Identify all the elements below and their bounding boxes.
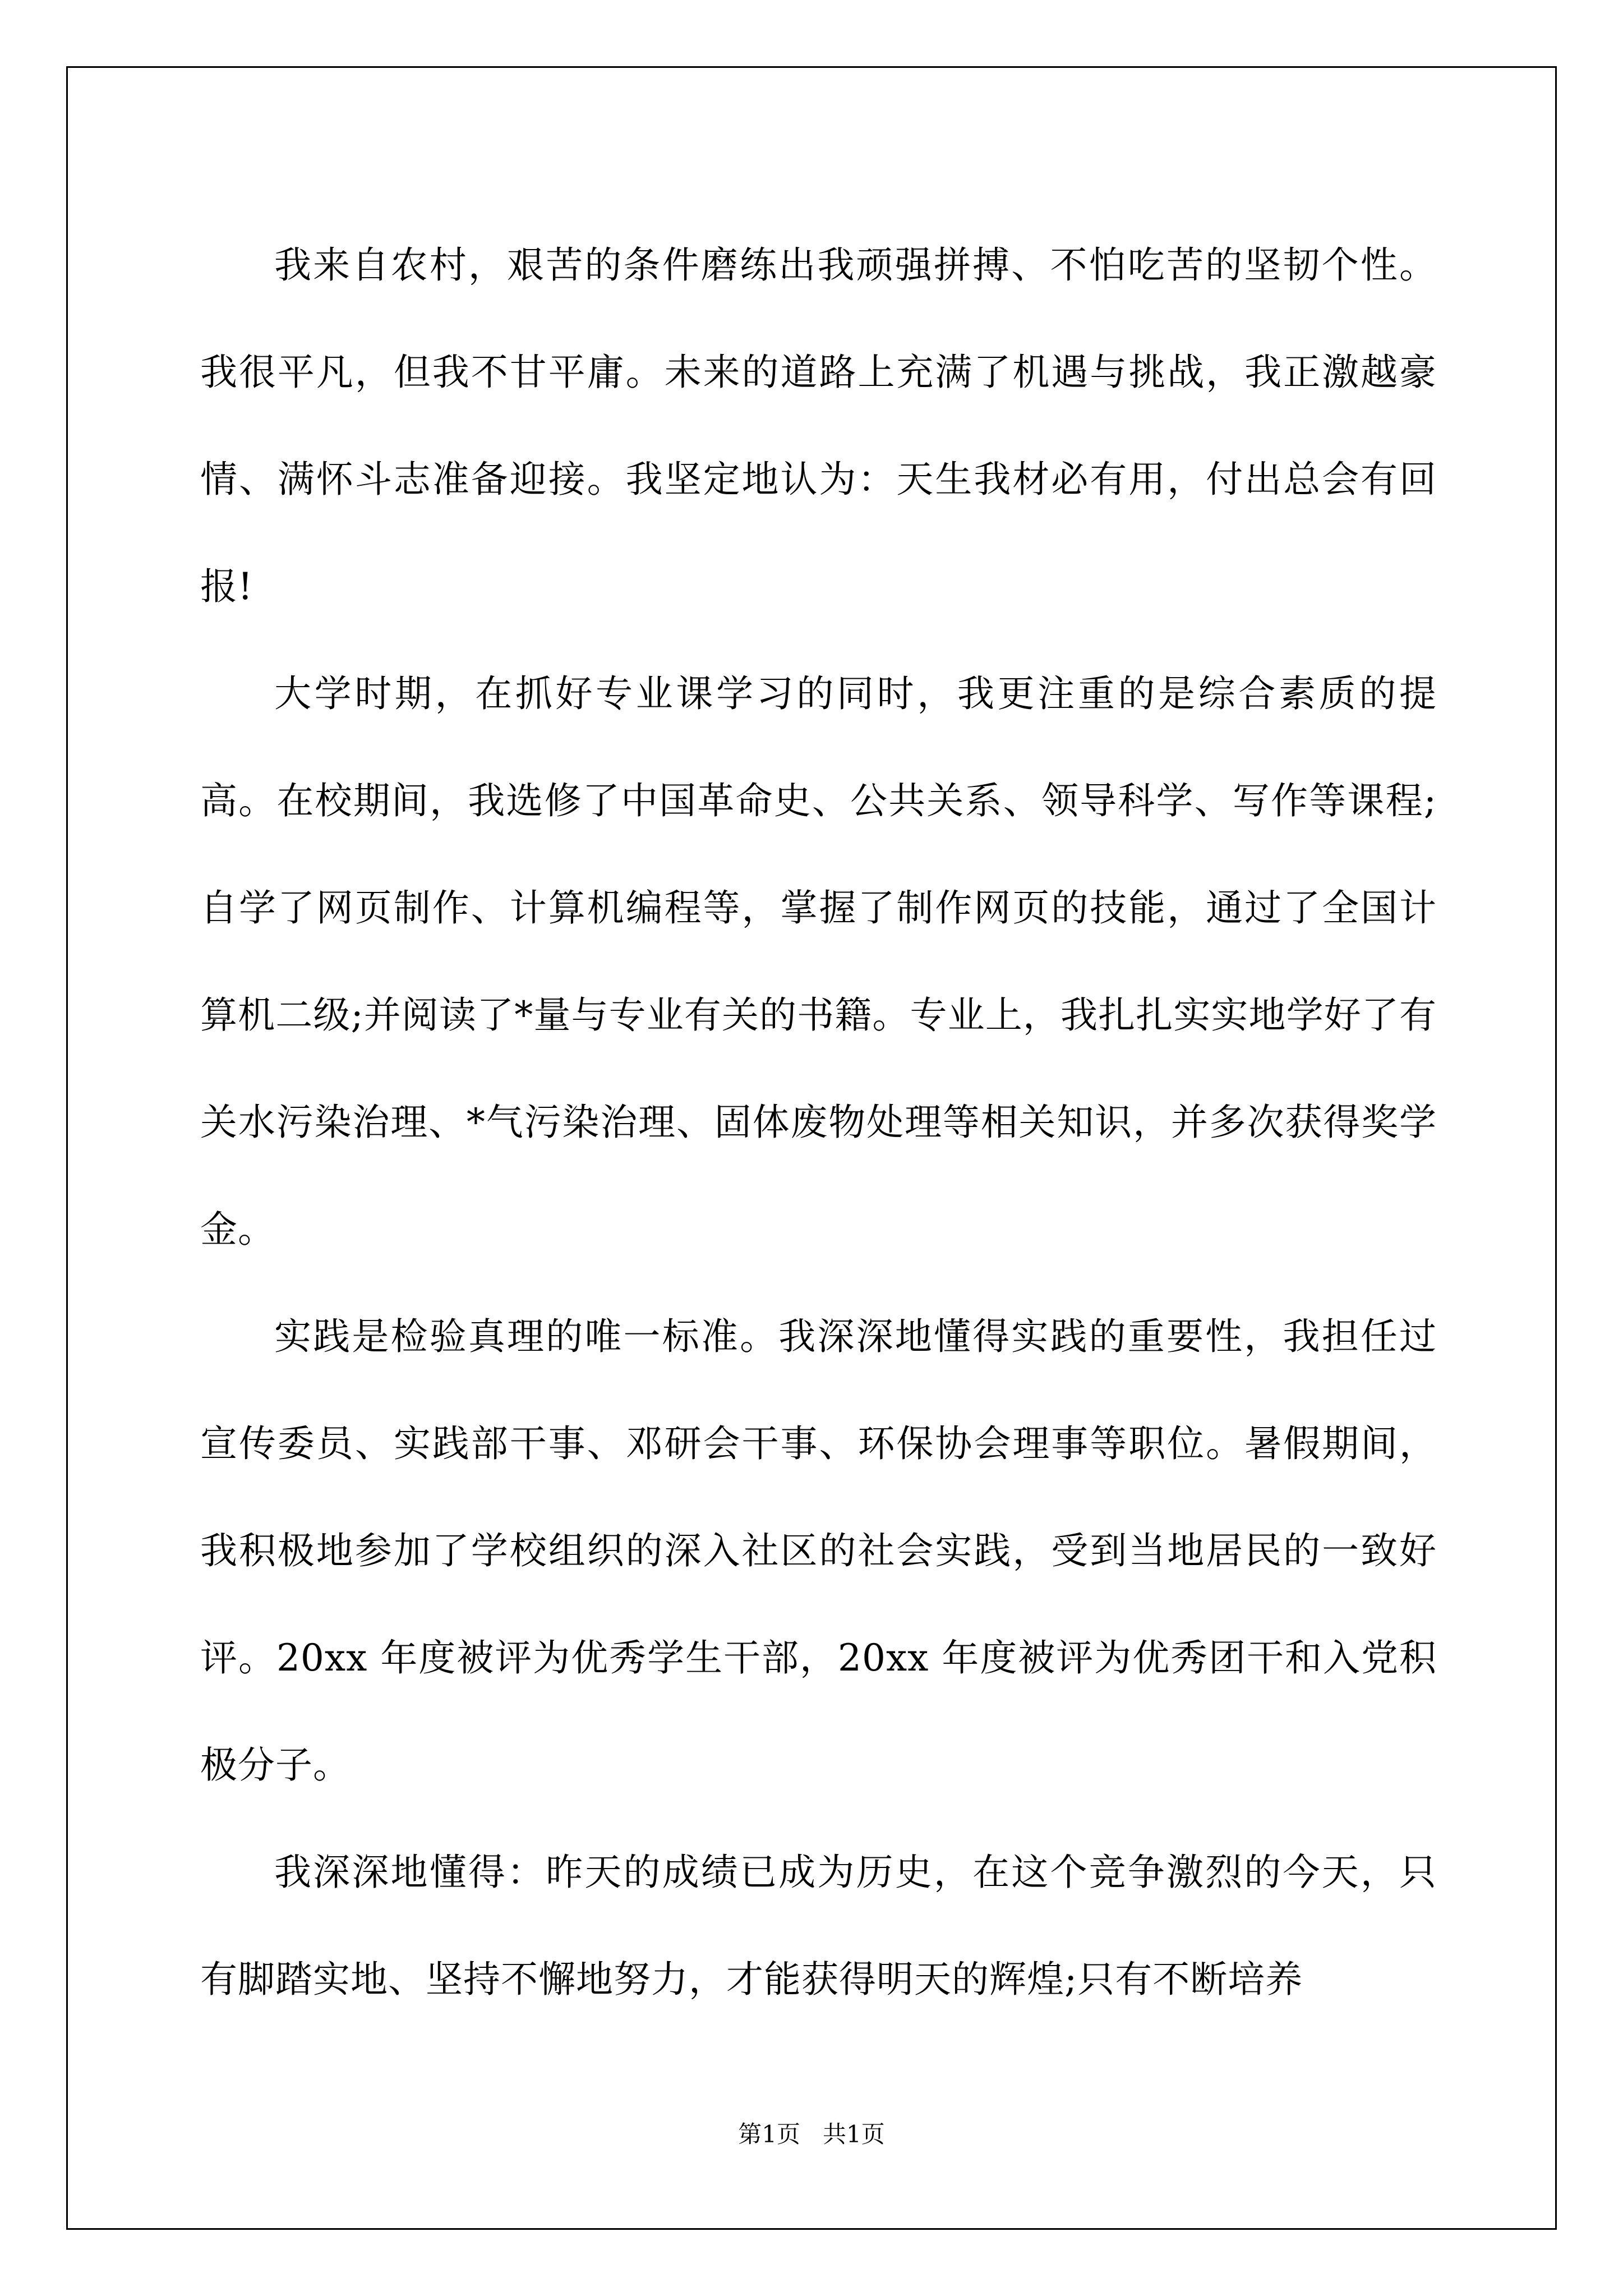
paragraph-1: 我来自农村，艰苦的条件磨练出我顽强拼搏、不怕吃苦的坚韧个性。我很平凡，但我不甘平庸。未来的道路上充满了机遇与挑战，我正激越豪情、满怀斗志准备迎接。我坚定地认为：天生我材必有用，付出总会有回报! bbox=[200, 243, 1437, 608]
paragraph-3: 实践是检验真理的唯一标准。我深深地懂得实践的重要性，我担任过宣传委员、实践部干事、邓研会干事、环保协会理事等职位。暑假期间，我积极地参加了学校组织的深入社区的社会实践，受到当地居民的一致好评。20xx 年度被评为优秀学生干部，20xx 年度被评为优秀团干和入党积极分子。 bbox=[200, 1315, 1437, 1787]
paragraph-2: 大学时期，在抓好专业课学习的同时，我更注重的是综合素质的提高。在校期间，我选修了中国革命史、公共关系、领导科学、写作等课程;自学了网页制作、计算机编程等，掌握了制作网页的技能，通过了全国计算机二级;并阅读了*量与专业有关的书籍。专业上，我扎扎实实地学好了有关水污染治理、*气污染治理、固体废物处理等相关知识，并多次获得奖学金。 bbox=[200, 672, 1437, 1251]
paragraph-4: 我深深地懂得：昨天的成绩已成为历史，在这个竞争激烈的今天，只有脚踏实地、坚持不懈地努力，才能获得明天的辉煌;只有不断培养 bbox=[200, 1851, 1437, 2001]
page-footer: 第1页 共1页 bbox=[738, 2120, 885, 2148]
document-body bbox=[200, 211, 1437, 2033]
